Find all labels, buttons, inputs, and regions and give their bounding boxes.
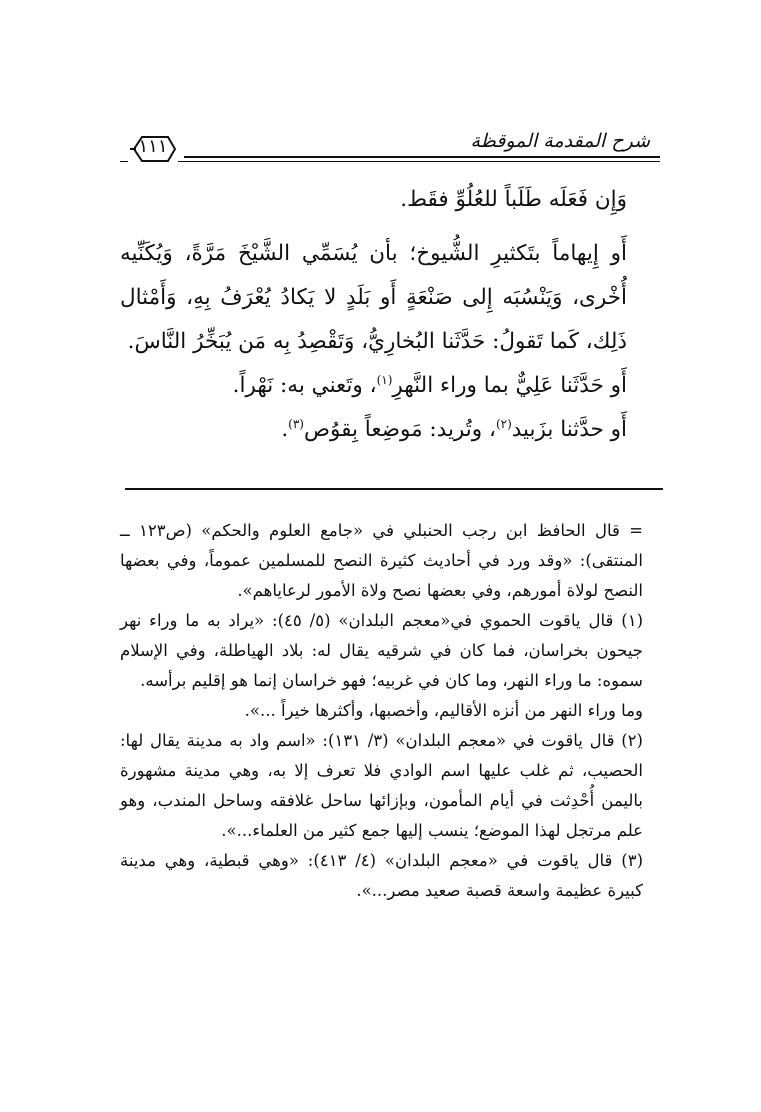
main-line: أَو حَدَّثَنا عَلِيٌّ بما وراء النَّهرِ$^{(١)}$، وتَعني به: نَهْراً. bbox=[232, 372, 627, 398]
page-number: ١١١ bbox=[138, 136, 168, 157]
footnote-ref: (٣) bbox=[288, 416, 304, 431]
header-thin-rule bbox=[120, 161, 660, 162]
header-thick-rule bbox=[184, 156, 660, 158]
footnotes bbox=[120, 516, 665, 906]
footnote-ref: (١) bbox=[376, 372, 393, 387]
footnote-2: (٢) قال ياقوت في «معجم البلدان» (٣/ ١٣١): «اسم واد به مدينة يقال لها: الحصيب، ثم غلب عليها اسم الوادي فلا تعرف إلا به، وهي مدينة مشهورة باليمن أُحْدِثت في أيام المأمون، وبإزائها ساحل غلافقه وساحل المندب، وهو علم مرتجل لهذا الموضع؛ ينسب إليها جمع كثير من العلماء...». bbox=[120, 731, 644, 840]
footnote-1: (١) قال ياقوت الحموي في«معجم البلدان» (٥/ ٤٥): «يراد به ما وراء نهر جيحون بخراسان، فما كان في شرقيه يقال له: بلاد الهياطلة، وفي الإسلام سموه: ما وراء النهر، وما كان في غربيه؛ فهو خراسان إنما هو إقليم برأسه. bbox=[120, 611, 643, 690]
running-title: شرح المقدمة الموقظة bbox=[465, 130, 656, 152]
main-text bbox=[120, 178, 665, 452]
footnote-1-continued: وما وراء النهر من أنزه الأقاليم، وأخصبها، وأكثرها خيراً ...». bbox=[244, 701, 643, 720]
main-line: وَإِن فَعَلَه طَلَباً للعُلُوِّ فقَط. bbox=[400, 187, 627, 212]
main-paragraph: أَو إِيهاماً بتَكثيرِ الشُّيوخ؛ بأن يُسَمِّي الشَّيْخَ مَرَّةً، وَيُكَنِّيه أُخْرى، وَيَنْسُبَه إِلى صَنْعَةٍ أَو بَلَدٍ لا يَكادُ يُعْرَفُ بِهِ، وَأَمْثال ذَلِك، كَما تَقولُ: حَدَّثَنا البُخارِيُّ، وَتَقْصِدُ بِه مَن يُبَخِّرُ النَّاسَ. bbox=[120, 241, 627, 354]
footnote-continued: = قال الحافظ ابن رجب الحنبلي في «جامع العلوم والحكم» (ص١٢٣ ــ المنتقى): «وقد ورد في أحاديث كثيرة النصح للمسلمين عموماً، وفي بعضها النصح لولاة أمورهم، وفي بعضها نصح ولاة الأمور لرعاياهم». bbox=[120, 521, 643, 600]
footnote-separator bbox=[125, 488, 663, 490]
footnote-3: (٣) قال ياقوت في «معجم البلدان» (٤/ ٤١٣): «وهي قبطية، وهي مدينة كبيرة عظيمة واسعة قصبة صعيد مصر...». bbox=[120, 851, 643, 900]
page-number-ornament bbox=[128, 132, 178, 166]
main-line: أَو حدَّثنا بزَبيد$^{(٢)}$، وتُريد: مَوضِعاً بِقوُص$^{(٣)}$. bbox=[281, 416, 627, 442]
page-header bbox=[120, 128, 668, 172]
footnote-ref: (٢) bbox=[495, 416, 512, 431]
